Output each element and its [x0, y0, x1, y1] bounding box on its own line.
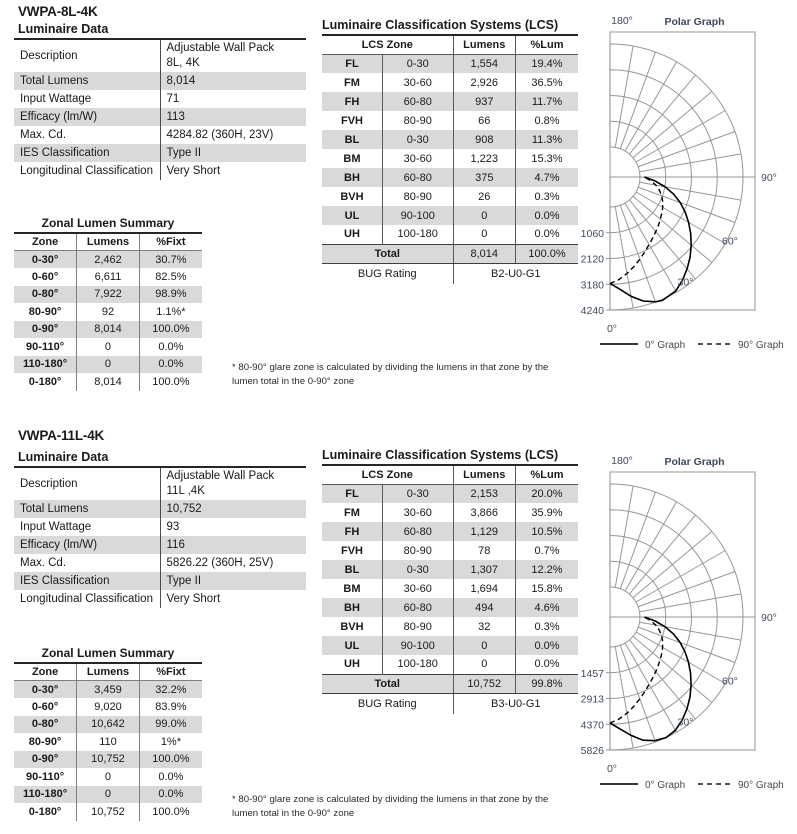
- lcs-cell: 36.5%: [516, 73, 579, 92]
- lcs-cell: 0.7%: [516, 541, 579, 560]
- lcs-cell: 10.5%: [516, 522, 579, 541]
- luminaire-data-key: Description: [14, 39, 160, 72]
- lcs-cell: 80-90: [382, 187, 453, 206]
- lcs-cell: 60-80: [382, 92, 453, 111]
- table-row: [14, 303, 202, 321]
- luminaire-data-row: [14, 90, 306, 108]
- luminaire-data-key: Longitudinal Classification: [20, 165, 153, 177]
- lcs-cell: 1,223: [453, 149, 515, 168]
- luminaire-data-row: [14, 572, 306, 590]
- lcs-column-header: %Lum: [516, 35, 579, 54]
- lcs-cell: 30-60: [382, 579, 453, 598]
- lcs-cell: 4.7%: [516, 168, 579, 187]
- section-2-polar-graph: [568, 448, 796, 793]
- lcs-cell: 80-90: [382, 111, 453, 130]
- zonal-cell: 100.0%: [139, 751, 202, 769]
- polar-radial-tick: 3180: [580, 279, 604, 292]
- lcs-cell: 11.3%: [516, 130, 579, 149]
- bug-rating-row: [322, 693, 578, 714]
- lcs-cell: 20.0%: [516, 484, 579, 503]
- lcs-total-label: Total: [322, 674, 453, 693]
- section-1-polar-graph: [568, 8, 796, 353]
- polar-legend-item: 0° Graph: [645, 780, 686, 791]
- table-row: [322, 111, 578, 130]
- zonal-cell: 80-90°: [28, 735, 62, 748]
- lcs-total-label: Total: [322, 244, 453, 263]
- section-2-footnote: * 80-90° glare zone is calculated by dividing the lumens in that zone by the lumen total in the 0-90° zone: [232, 794, 549, 819]
- lcs-column-header: LCS Zone: [322, 35, 453, 54]
- luminaire-data-value: 8,014: [160, 72, 306, 90]
- section-1-luminaire-data-title: Luminaire Data: [18, 22, 109, 36]
- zonal-cell: 0.0%: [139, 356, 202, 374]
- polar-radial-tick: 5826: [580, 745, 604, 757]
- lcs-column-header: %Lum: [516, 465, 579, 484]
- lcs-cell: 0.3%: [516, 617, 579, 636]
- section-1-footnote: * 80-90° glare zone is calculated by dividing the lumens in that zone by the lumen total in the 0-90° zone: [232, 362, 549, 387]
- table-row: [14, 698, 202, 716]
- lcs-total-percent: 99.8%: [516, 674, 579, 693]
- table-row: [14, 373, 202, 391]
- polar-radial-tick: 1060: [580, 227, 604, 240]
- luminaire-data-value: Adjustable Wall Pack 11L ,4K: [160, 467, 306, 500]
- zonal-lumen-table: [14, 662, 202, 821]
- table-row: [14, 286, 202, 304]
- lcs-column-header: Lumens: [453, 465, 515, 484]
- zonal-cell: 0-180°: [28, 805, 62, 818]
- luminaire-data-value: 71: [160, 90, 306, 108]
- polar-angle-90-label: 90°: [761, 612, 777, 624]
- luminaire-data-value: Type II: [160, 144, 306, 162]
- table-row: [14, 786, 202, 804]
- table-row: [322, 92, 578, 111]
- zonal-header-row: [14, 663, 202, 681]
- luminaire-data-row: [14, 467, 306, 500]
- zonal-cell: 0: [77, 786, 140, 804]
- luminaire-data-row: [14, 108, 306, 126]
- zonal-column-header: Lumens: [77, 233, 140, 251]
- luminaire-data-value: Adjustable Wall Pack 8L, 4K: [160, 39, 306, 72]
- zonal-cell: 0-30°: [14, 251, 77, 269]
- section-1-luminaire-data-table: [14, 38, 306, 180]
- luminaire-data-row: [14, 126, 306, 144]
- table-row: [14, 268, 202, 286]
- lcs-cell: UH: [344, 658, 360, 671]
- luminaire-data-key: IES Classification: [14, 144, 160, 162]
- luminaire-data-value: 5826.22 (360H, 25V): [160, 554, 306, 572]
- lcs-cell: 908: [453, 130, 515, 149]
- luminaire-data-key: Efficacy (lm/W): [14, 536, 160, 554]
- lcs-cell: 1,554: [453, 54, 515, 73]
- luminaire-data-value: Type II: [160, 572, 306, 590]
- zonal-summary-title: Zonal Lumen Summary: [41, 646, 175, 660]
- table-row: [14, 251, 202, 269]
- lcs-cell: BVH: [340, 190, 364, 203]
- lcs-cell: 1,694: [453, 579, 515, 598]
- zonal-cell: 0: [77, 338, 140, 356]
- section-2-luminaire-data-table: [14, 466, 306, 608]
- zonal-cell: 110: [77, 733, 140, 751]
- lcs-cell: 80-90: [382, 617, 453, 636]
- table-row: [14, 768, 202, 786]
- lcs-cell: 30-60: [382, 73, 453, 92]
- zonal-cell: 110-180°: [14, 356, 77, 374]
- zonal-cell: 6,611: [77, 268, 140, 286]
- lcs-cell: 4.6%: [516, 598, 579, 617]
- lcs-cell: 2,926: [453, 73, 515, 92]
- lcs-cell: 100-180: [382, 225, 453, 244]
- luminaire-data-key: Total Lumens: [14, 500, 160, 518]
- lcs-cell: 1,307: [453, 560, 515, 579]
- luminaire-data-value: 116: [160, 536, 306, 554]
- lcs-cell: FL: [322, 484, 382, 503]
- lcs-cell: FH: [322, 92, 382, 111]
- table-row: [322, 503, 578, 522]
- polar-graph-title: Polar Graph: [664, 456, 725, 468]
- zonal-cell: 32.2%: [139, 681, 202, 699]
- polar-angle-60-label: 60°: [721, 675, 738, 688]
- table-row: [322, 560, 578, 579]
- table-row: [322, 636, 578, 655]
- luminaire-data-row: [14, 518, 306, 536]
- zonal-cell: 0.0%: [139, 786, 202, 804]
- sku-label: VWPA-8L-4K: [18, 4, 98, 19]
- lcs-cell: BL: [322, 560, 382, 579]
- lcs-cell: 100-180: [382, 655, 453, 674]
- zonal-column-header: %Fixt: [139, 233, 202, 251]
- lcs-cell: 3,866: [453, 503, 515, 522]
- lcs-cell: BM: [343, 582, 361, 595]
- bug-rating-label: BUG Rating: [322, 263, 453, 284]
- zonal-cell: 7,922: [77, 286, 140, 304]
- table-row: [322, 484, 578, 503]
- polar-graph-svg: [568, 8, 796, 353]
- lcs-head: [322, 465, 578, 484]
- luminaire-data-row: [14, 554, 306, 572]
- polar-radial-tick: 4240: [580, 305, 604, 317]
- polar-angle-180-label: 180°: [611, 455, 633, 467]
- bug-rating-label: BUG Rating: [322, 693, 453, 714]
- lcs-cell: 0-30: [382, 130, 453, 149]
- lcs-cell: 78: [453, 541, 515, 560]
- table-row: [14, 681, 202, 699]
- table-row: [322, 522, 578, 541]
- lcs-head: [322, 35, 578, 54]
- zonal-cell: 8,014: [77, 321, 140, 339]
- luminaire-data-key: Description: [14, 467, 160, 500]
- luminaire-data-body: [14, 39, 306, 180]
- lcs-cell: 60-80: [382, 598, 453, 617]
- zonal-cell: 0-80°: [14, 286, 77, 304]
- table-row: [322, 579, 578, 598]
- lcs-cell: 60-80: [382, 522, 453, 541]
- luminaire-data-row: [14, 536, 306, 554]
- lcs-column-header: LCS Zone: [322, 465, 453, 484]
- lcs-cell: 11.7%: [516, 92, 579, 111]
- lcs-cell: FH: [322, 522, 382, 541]
- lcs-cell: 15.8%: [516, 579, 579, 598]
- lcs-cell: 19.4%: [516, 54, 579, 73]
- zonal-head: [14, 663, 202, 681]
- zonal-cell: 100.0%: [139, 321, 202, 339]
- lcs-cell: 30-60: [382, 149, 453, 168]
- luminaire-data-key: Total Lumens: [14, 72, 160, 90]
- zonal-body: [14, 251, 202, 391]
- lcs-cell: 1,129: [453, 522, 515, 541]
- zonal-column-header: Zone: [14, 663, 77, 681]
- zonal-cell: 30.7%: [139, 251, 202, 269]
- section-2-sku: [18, 428, 104, 443]
- lcs-cell: FVH: [340, 544, 363, 557]
- zonal-cell: 0-30°: [14, 681, 77, 699]
- polar-angle-30-label: 30°: [677, 276, 694, 289]
- lcs-cell: 0.0%: [516, 655, 579, 674]
- lcs-header-row: [322, 35, 578, 54]
- zonal-cell: 110-180°: [14, 786, 77, 804]
- luminaire-data-row: [14, 590, 306, 608]
- zonal-cell: 0-60°: [31, 270, 59, 283]
- luminaire-data-key: Input Wattage: [20, 521, 92, 533]
- luminaire-data-row: [14, 72, 306, 90]
- luminaire-data-table: [14, 466, 306, 608]
- section-1-zonal-lumen-summary: [14, 216, 202, 391]
- luminaire-data-value: 10,752: [160, 500, 306, 518]
- luminaire-data-key: Efficacy (lm/W): [14, 108, 160, 126]
- table-row: [322, 598, 578, 617]
- lcs-cell: UL: [322, 206, 382, 225]
- polar-graph-title: Polar Graph: [664, 16, 725, 28]
- zonal-cell: 1%*: [160, 735, 181, 748]
- lcs-cell: BVH: [340, 620, 364, 633]
- lcs-total-row: [322, 244, 578, 263]
- bug-rating-value: B2-U0-G1: [453, 263, 578, 284]
- polar-radial-tick: 2913: [580, 693, 604, 706]
- luminaire-data-key: Longitudinal Classification: [20, 593, 153, 605]
- table-row: [322, 149, 578, 168]
- zonal-cell: 3,459: [77, 681, 140, 699]
- lcs-cell: 60-80: [382, 168, 453, 187]
- zonal-cell: 100.0%: [152, 375, 190, 388]
- polar-radial-tick: 2120: [580, 253, 604, 266]
- lcs-cell: 15.3%: [516, 149, 579, 168]
- lcs-cell: 0: [453, 636, 515, 655]
- polar-angle-30-label: 30°: [677, 716, 694, 729]
- zonal-cell: 90-110°: [26, 340, 65, 353]
- luminaire-data-body: [14, 467, 306, 608]
- lcs-cell: 30-60: [382, 503, 453, 522]
- lcs-total-row: [322, 674, 578, 693]
- zonal-cell: 9,020: [77, 698, 140, 716]
- table-row: [14, 356, 202, 374]
- table-row: [14, 751, 202, 769]
- zonal-cell: 0-180°: [28, 375, 62, 388]
- luminaire-data-key: Input Wattage: [20, 93, 92, 105]
- zonal-column-header: %Fixt: [139, 663, 202, 681]
- sku-label: VWPA-11L-4K: [18, 428, 105, 443]
- section-1-sku: [18, 4, 98, 19]
- polar-radial-tick: 1457: [580, 667, 604, 680]
- table-row: [14, 321, 202, 339]
- polar-radial-tick: 4370: [580, 719, 604, 732]
- lcs-cell: UH: [344, 228, 360, 241]
- lcs-cell: BM: [343, 152, 361, 165]
- zonal-cell: 0-60°: [31, 700, 59, 713]
- polar-legend-item: 90° Graph: [738, 340, 784, 351]
- lcs-cell: 0: [453, 225, 515, 244]
- table-row: [322, 541, 578, 560]
- luminaire-data-row: [14, 162, 306, 180]
- lcs-cell: UL: [322, 636, 382, 655]
- zonal-cell: 80-90°: [28, 305, 62, 318]
- luminaire-data-value: 4284.82 (360H, 23V): [160, 126, 306, 144]
- lcs-column-header: Lumens: [453, 35, 515, 54]
- zonal-cell: 92: [77, 303, 140, 321]
- table-row: [14, 338, 202, 356]
- zonal-head: [14, 233, 202, 251]
- luminaire-data-value: Very Short: [160, 590, 306, 608]
- lcs-cell: BH: [322, 598, 382, 617]
- lcs-cell: 12.2%: [516, 560, 579, 579]
- luminaire-data-value: Very Short: [160, 162, 306, 180]
- section-2-luminaire-data-title: Luminaire Data: [18, 450, 109, 464]
- lcs-cell: 35.9%: [516, 503, 579, 522]
- zonal-column-header: Lumens: [77, 663, 140, 681]
- table-row: [322, 655, 578, 674]
- table-row: [322, 187, 578, 206]
- lcs-cell: 0.8%: [516, 111, 579, 130]
- lcs-cell: 80-90: [382, 541, 453, 560]
- zonal-cell: 1.1%*: [156, 305, 186, 318]
- luminaire-data-key: Max. Cd.: [20, 129, 67, 141]
- zonal-cell: 2,462: [77, 251, 140, 269]
- lcs-cell: 937: [453, 92, 515, 111]
- luminaire-data-row: [14, 39, 306, 72]
- polar-angle-180-label: 180°: [611, 15, 633, 27]
- section-1-lcs-table: [322, 34, 578, 284]
- zonal-summary-title: Zonal Lumen Summary: [41, 216, 175, 230]
- table-row: [322, 206, 578, 225]
- lcs-cell: 0.0%: [516, 636, 579, 655]
- luminaire-data-table: [14, 38, 306, 180]
- zonal-body: [14, 681, 202, 821]
- lcs-total-lumens: 10,752: [453, 674, 515, 693]
- zonal-column-header: Zone: [14, 233, 77, 251]
- zonal-cell: 90-110°: [26, 770, 65, 783]
- section-2-lcs-table: [322, 464, 578, 714]
- luminaire-data-row: [14, 144, 306, 162]
- lcs-total-lumens: 8,014: [453, 244, 515, 263]
- lcs-cell: 0-30: [382, 560, 453, 579]
- lcs-table: [322, 464, 578, 714]
- polar-graph-svg: [568, 448, 796, 793]
- lcs-cell: 0-30: [382, 484, 453, 503]
- lcs-body: [322, 484, 578, 714]
- table-row: [322, 130, 578, 149]
- zonal-cell: 0-80°: [14, 716, 77, 734]
- table-row: [14, 733, 202, 751]
- lcs-cell: FM: [344, 506, 360, 519]
- zonal-cell: 0: [77, 768, 140, 786]
- lcs-cell: 0.0%: [516, 225, 579, 244]
- luminaire-data-row: [14, 500, 306, 518]
- zonal-cell: 0: [77, 356, 140, 374]
- lcs-cell: BL: [322, 130, 382, 149]
- lcs-cell: 0.3%: [516, 187, 579, 206]
- lcs-cell: FL: [322, 54, 382, 73]
- zonal-lumen-table: [14, 232, 202, 391]
- lcs-cell: 0-30: [382, 54, 453, 73]
- table-row: [322, 168, 578, 187]
- polar-legend-item: 90° Graph: [738, 780, 784, 791]
- polar-angle-0-label: 0°: [606, 323, 618, 335]
- polar-angle-0-label: 0°: [606, 763, 618, 775]
- luminaire-data-value: 113: [160, 108, 306, 126]
- zonal-cell: 99.0%: [139, 716, 202, 734]
- zonal-cell: 10,752: [77, 803, 140, 821]
- lcs-table: [322, 34, 578, 284]
- lcs-cell: 90-100: [382, 206, 453, 225]
- zonal-cell: 82.5%: [155, 270, 187, 283]
- lcs-cell: FM: [344, 76, 360, 89]
- bug-rating-row: [322, 263, 578, 284]
- lcs-cell: 90-100: [382, 636, 453, 655]
- table-row: [322, 73, 578, 92]
- lcs-cell: FVH: [340, 114, 363, 127]
- zonal-cell: 8,014: [77, 373, 140, 391]
- luminaire-data-key: Max. Cd.: [20, 557, 67, 569]
- polar-legend-item: 0° Graph: [645, 340, 686, 351]
- polar-angle-60-label: 60°: [721, 235, 738, 248]
- polar-angle-90-label: 90°: [761, 172, 777, 184]
- lcs-cell: 0.0%: [516, 206, 579, 225]
- lcs-header-row: [322, 465, 578, 484]
- zonal-cell: 98.9%: [139, 286, 202, 304]
- luminaire-data-value: 93: [160, 518, 306, 536]
- lcs-cell: 26: [453, 187, 515, 206]
- zonal-cell: 100.0%: [152, 805, 190, 818]
- luminaire-data-key: IES Classification: [14, 572, 160, 590]
- lcs-cell: 494: [453, 598, 515, 617]
- zonal-cell: 10,642: [77, 716, 140, 734]
- zonal-cell: 0.0%: [158, 340, 184, 353]
- section-2-lcs-title: Luminaire Classification Systems (LCS): [322, 448, 559, 462]
- zonal-cell: 0-90°: [14, 321, 77, 339]
- table-row: [14, 716, 202, 734]
- section-2-zonal-lumen-summary: [14, 646, 202, 821]
- table-row: [14, 803, 202, 821]
- lcs-cell: 32: [453, 617, 515, 636]
- lcs-cell: BH: [322, 168, 382, 187]
- table-row: [322, 617, 578, 636]
- zonal-cell: 0.0%: [158, 770, 184, 783]
- table-row: [322, 225, 578, 244]
- section-1-lcs-title: Luminaire Classification Systems (LCS): [322, 18, 559, 32]
- zonal-header-row: [14, 233, 202, 251]
- zonal-cell: 10,752: [77, 751, 140, 769]
- zonal-cell: 83.9%: [155, 700, 187, 713]
- bug-rating-value: B3-U0-G1: [453, 693, 578, 714]
- table-row: [322, 54, 578, 73]
- lcs-cell: 375: [453, 168, 515, 187]
- lcs-cell: 66: [453, 111, 515, 130]
- lcs-cell: 0: [453, 206, 515, 225]
- lcs-body: [322, 54, 578, 284]
- lcs-total-percent: 100.0%: [516, 244, 579, 263]
- lcs-cell: 2,153: [453, 484, 515, 503]
- zonal-cell: 0-90°: [14, 751, 77, 769]
- lcs-cell: 0: [453, 655, 515, 674]
